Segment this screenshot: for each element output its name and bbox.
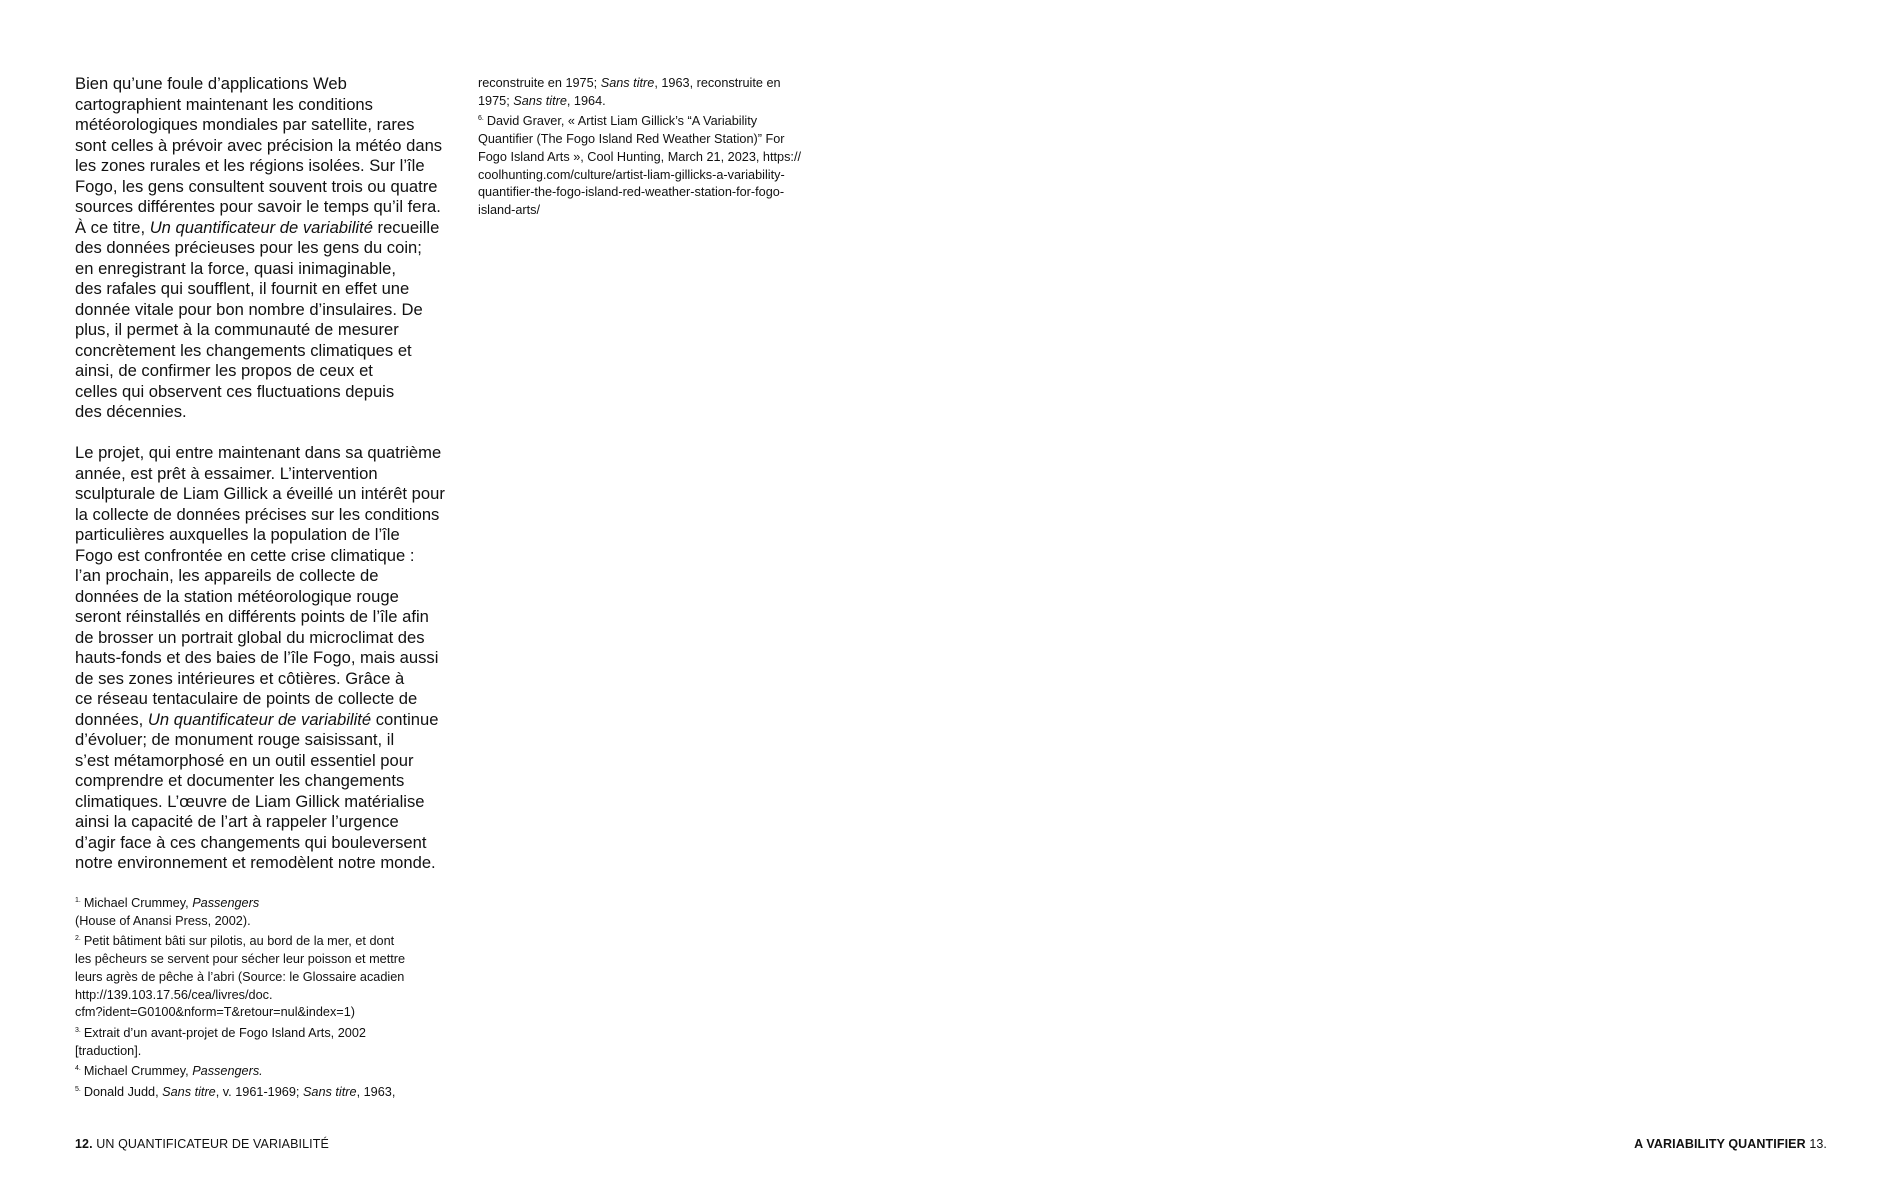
text-run: (House of Anansi Press, 2002). [75,913,251,928]
main-text-column [75,74,460,894]
folio-left [75,1137,329,1151]
italic-title: Sans titre [162,1085,216,1100]
italic-title: Passengers [192,896,260,910]
text-run: Donald Judd, [83,1085,163,1100]
text-run: , 1963, [356,1085,396,1100]
italic-title: Sans titre [302,1085,357,1100]
folio-left-title: UN QUANTIFICATEUR DE VARIABILITÉ [92,1137,329,1151]
text-run: Michael Crummey, [83,896,193,910]
footnote [75,892,465,930]
paragraph-2 [75,443,460,874]
footnote [75,1022,465,1060]
text-run: reconstruite en 1975; [478,76,601,90]
footnote-number: 6. [478,115,484,123]
footnote [478,110,858,219]
footnote-number: 1. [75,897,81,904]
text-run: Bien qu’une foule d’applications Web cartographient maintenant les conditions météorologiques mondiales par satellite, rares sont celles à prévoir avec précision la météo dans les zones rurales et les régions isolées. Sur l’île Fogo, les gens consultent souvent trois ou quatre sources différentes pour savoir le temps qu’il fera. À ce titre, [75,74,443,237]
text-run: Petit bâtiment bâti sur pilotis, au bord de la mer, et dont les pêcheurs se servent pour sécher leur poisson et mettre leurs agrès de pêche à l’abri (Source: le Glossaire acadien http://139.103.17.56/cea/livres/doc. cfm?ident=G0100&nform=T&retour=nul&index=1) [75,934,406,1020]
footnote-number: 2. [75,935,81,943]
footnote [75,1081,465,1102]
italic-title: Un quantificateur de variabilité [149,217,373,237]
text-run: , v. 1961-1969; [215,1085,303,1100]
italic-title: Sans titre [513,93,567,108]
footnote [75,930,465,1022]
footnotes-left [75,892,465,1102]
italic-title: Sans titre [600,76,655,90]
folio-right [1634,1137,1827,1151]
text-run: Le projet, qui entre maintenant dans sa quatrième année, est prêt à essaimer. L’intervention sculpturale de Liam Gillick a éveillé un intérêt pour la collecte de données précises sur les conditions particulières auxquelles la population de l’île Fogo est confrontée en cette crise climatique : l’an prochain, les appareils de collecte de données de la station météorologique rouge seront réinstallés en différents points de l’île afin de brosser un portrait global du microclimat des hauts-fonds et des baies de l’île Fogo, mais aussi de ses zones intérieures et côtières. Grâce à ce réseau tentaculaire de points de collecte de données, [75,443,445,729]
text-run: Michael Crummey, [83,1064,193,1079]
footnote-number: 5. [75,1086,81,1094]
text-run: continue d’évoluer; de monument rouge saisissant, il s’est métamorphosé en un outil essentiel pour comprendre et documenter les changements climatiques. L’œuvre de Liam Gillick matérialise ainsi la capacité de l’art à rappeler l’urgence d’agir face à ces changements qui bouleversent notre environnement et remodèlent notre monde. [75,709,439,872]
footnotes-right [478,75,858,220]
footnote [478,75,858,110]
folio-right-title: A VARIABILITY QUANTIFIER [1634,1137,1806,1151]
italic-title: Un quantificateur de variabilité [147,709,372,729]
text-run: David Graver, « Artist Liam Gillick’s “A Variability Quantifier (The Fogo Island Red Weather Station)” For Fogo Island Arts », Cool Hunting, March 21, 2023, https:// coolhunting.com/culture/artist-liam-gillicks-a-variability- quantifier-the-fogo-island-red-weather-station-for-fogo- island-arts/ [478,114,802,217]
paragraph-1 [75,74,460,423]
text-run: , 1964. [566,93,606,108]
text-run: recueille des données précieuses pour les gens du coin; en enregistrant la force, quasi inimaginable, des rafales qui soufflent, il fournit en effet une donnée vitale pour bon nombre d’insulaires. De plus, il permet à la communauté de mesurer concrètement les changements climatiques et ainsi, de confirmer les propos de ceux et celles qui observent ces fluctuations depuis des décennies. [75,217,440,421]
folio-right-number: 13. [1805,1137,1827,1151]
footnote-number: 3. [75,1026,81,1034]
text-run: , 1963, reconstruite en 1975; [478,76,781,108]
folio-left-number: 12. [75,1137,93,1151]
footnote [75,1060,465,1081]
footnote-number: 4. [75,1065,81,1073]
italic-title: Passengers. [192,1064,263,1079]
text-run: Extrait d’un avant-projet de Fogo Island Arts, 2002 [traduction]. [75,1025,366,1058]
